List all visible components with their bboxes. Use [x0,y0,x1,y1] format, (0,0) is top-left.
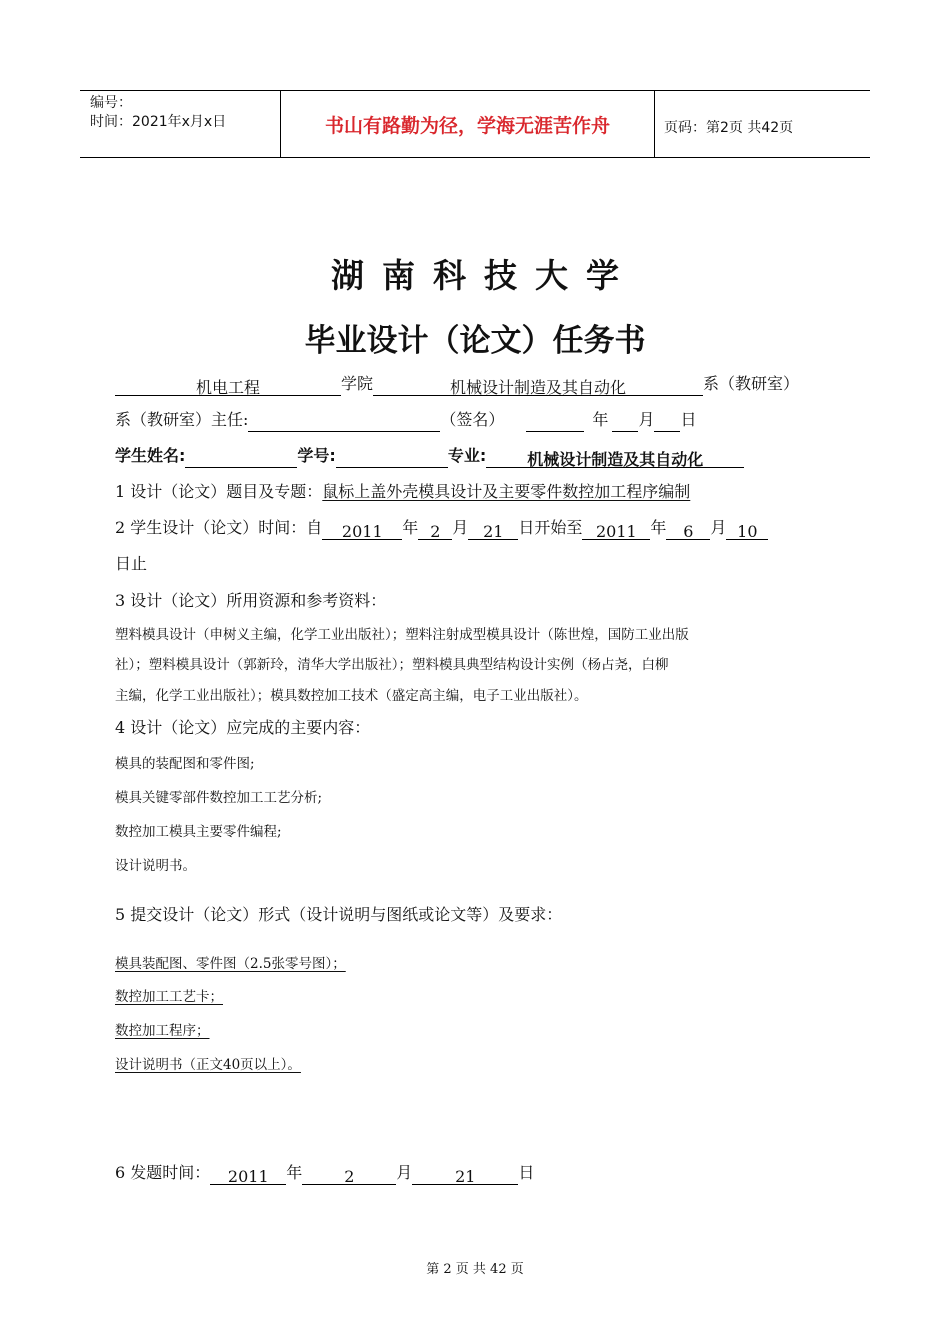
content-line: 设计说明书。 [115,858,196,874]
requirement-line: 模具装配图、零件图（2.5张零号图）； [115,956,346,972]
content-line: 模具关键零部件数控加工工艺分析; [115,790,323,806]
end-day: 10 [726,520,768,540]
header-page-info: 页码：第2页 共42页 [664,120,794,136]
year-label: 年 [402,518,419,537]
start-day: 21 [468,520,518,540]
start-year: 2011 [322,520,402,540]
item6-label: 6 发题时间： [115,1163,211,1182]
major-value: 机械设计制造及其自动化 [373,376,703,396]
month-label: 月 [396,1163,413,1182]
year-label: 年 [650,518,667,537]
item2-label: 2 学生设计（论文）时间：自 [115,518,323,537]
reference-line: 社）；塑料模具设计（郭新玲，清华大学出版社）；塑料模具典型结构设计实例（杨占尧，白柳 [115,657,669,673]
requirement-line: 数控加工程序； [115,1023,210,1039]
item1-label: 1 设计（论文）题目及专题： [115,482,323,501]
item3-label: 3 设计（论文）所用资源和参考资料： [115,591,387,610]
requirement-line: 设计说明书（正文40页以上）。 [115,1057,301,1073]
month-label: 月 [710,518,727,537]
item1-row [115,480,690,504]
item2-row [115,516,768,540]
item2-mid: 日开始至 [518,518,583,537]
day-label: 日 [518,1163,535,1182]
month-blank [612,412,638,432]
time-label: 时间：2021年x月x日 [90,114,227,130]
content-line: 模具的装配图和零件图; [115,756,255,772]
issue-month: 2 [302,1165,396,1185]
header-table [80,90,870,158]
requirement-line: 数控加工工艺卡； [115,989,223,1005]
year-label: 年 [592,410,609,429]
day-label: 日 [680,410,697,429]
student-major-value: 机械设计制造及其自动化 [486,448,744,468]
month-label: 月 [638,410,655,429]
end-month: 6 [666,520,710,540]
school-suffix: 学院 [341,374,374,393]
item1-value: 鼠标上盖外壳模具设计及主要零件数控加工程序编制 [322,482,691,501]
header-motto: 书山有路勤为径，学海无涯苦作舟 [324,115,610,137]
reference-line: 塑料模具设计（申树义主编，化学工业出版社）；塑料注射成型模具设计（陈世煌，国防工业出版 [115,627,689,643]
item2-tail: 日止 [115,554,148,573]
month-label: 月 [452,518,469,537]
school-value: 机电工程 [115,376,341,396]
reference-line: 主编，化学工业出版社）；模具数控加工技术（盛定高主编，电子工业出版社）。 [115,688,588,704]
university-title: 湖南科技大学 [331,256,637,295]
start-month: 2 [418,520,452,540]
content-line: 数控加工模具主要零件编程; [115,824,282,840]
document-title: 毕业设计（论文）任务书 [304,323,646,359]
issue-day: 21 [412,1165,518,1185]
item5-label: 5 提交设计（论文）形式（设计说明与图纸或论文等）及要求： [115,905,563,924]
page-footer: 第 2 页 共 42 页 [426,1262,524,1277]
number-label: 编号： [90,95,132,111]
student-name-label: 学生姓名: [115,446,186,465]
end-year: 2011 [582,520,650,540]
director-label: 系（教研室）主任: [115,410,249,429]
sign-label: （签名） [440,410,505,429]
director-row [115,408,696,432]
student-id-label: 学号: [297,446,336,465]
major-suffix: 系（教研室） [703,374,800,393]
year-blank [526,412,584,432]
year-label: 年 [286,1163,303,1182]
student-name-blank [185,448,297,468]
issue-year: 2011 [210,1165,286,1185]
day-blank [654,412,680,432]
student-major-label: 专业: [447,446,487,465]
student-row [115,444,744,468]
student-id-blank [336,448,448,468]
item6-row [115,1161,534,1185]
item4-label: 4 设计（论文）应完成的主要内容： [115,718,371,737]
school-row [115,372,799,396]
director-blank [248,412,440,432]
header-meta [90,94,226,132]
